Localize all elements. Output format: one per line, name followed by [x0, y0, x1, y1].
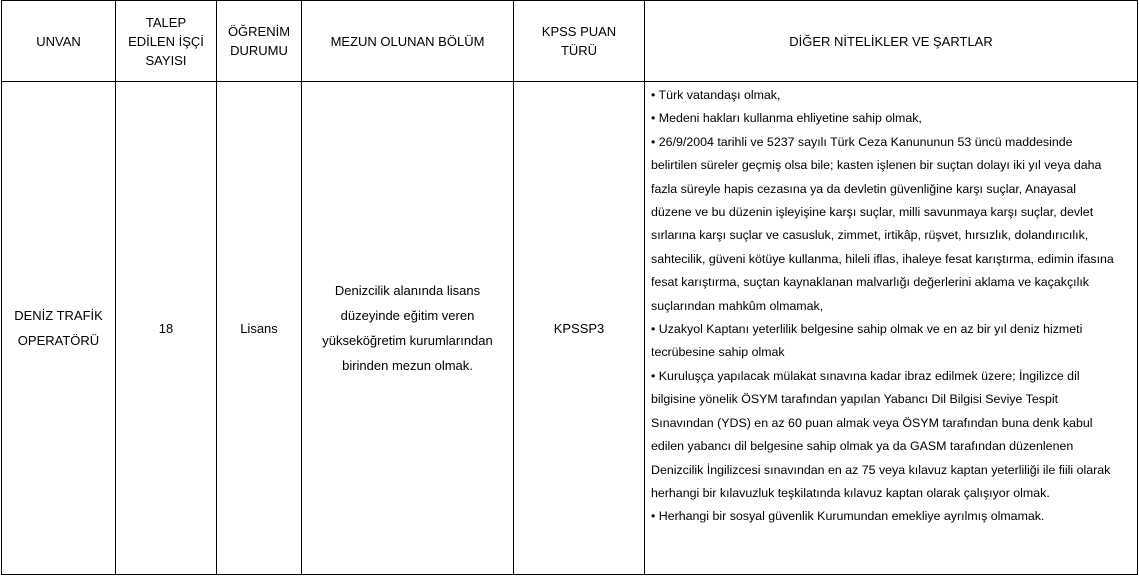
- requirement-line: fesat karıştırma, suçtan kaynaklanan malvarlığı değerlerini aklama ve kaçakçılık: [651, 275, 1089, 290]
- requirement-line: • 26/9/2004 tarihli ve 5237 sayılı Türk Ceza Kanununun 53 üncü maddesinde: [651, 134, 1073, 149]
- requirement-line: sahtecilik, güveni kötüye kullanma, hileli iflas, ihaleye fesat karıştırma, edimin ifasına: [651, 251, 1114, 266]
- requirement-line: • Türk vatandaşı olmak,: [651, 88, 781, 102]
- cell-education-status: Lisans: [217, 82, 302, 575]
- header-kpss-score-type: KPSS PUAN TÜRÜ: [514, 1, 645, 82]
- requirement-line: tecrübesine sahip olmak: [651, 345, 785, 360]
- header-worker-count: TALEP EDİLEN İŞÇİ SAYISI: [116, 1, 217, 82]
- requirement-line: sırlarına karşı suçlar ve casusluk, zimmet, irtikâp, rüşvet, hırsızlık, dolandırıcılık,: [651, 228, 1089, 243]
- requirement-line: Denizcilik İngilizcesi sınavından en az 75 veya kılavuz kaptan yeterliliği ile fiili olarak: [651, 462, 1111, 477]
- requirement-line: • Kuruluşça yapılacak mülakat sınavına kadar ibraz edilmek üzere; İngilizce dil: [651, 368, 1080, 383]
- cell-title: DENİZ TRAFİK OPERATÖRÜ: [2, 82, 116, 575]
- header-title: UNVAN: [2, 1, 116, 82]
- requirement-line: Sınavından (YDS) en az 60 puan almak veya ÖSYM tarafından buna denk kabul: [651, 415, 1093, 430]
- job-requirements-table: [1, 0, 1138, 575]
- requirement-line: suçlarından mahkûm olmamak,: [651, 298, 824, 313]
- requirement-line: herhangi bir kılavuzluk teşkilatında kılavuz kaptan olarak çalışıyor olmak.: [651, 485, 1050, 500]
- cell-other-requirements: [645, 82, 1138, 575]
- requirement-line: düzene ve bu düzenin işleyişine karşı suçlar, milli savunmaya karşı suçlar, devlet: [651, 205, 1094, 220]
- requirement-line: edilen yabancı dil belgesine sahip olmak ya da GASM tarafından düzenlenen: [651, 439, 1074, 454]
- header-department: MEZUN OLUNAN BÖLÜM: [302, 1, 514, 82]
- requirements-list: [651, 84, 1134, 529]
- requirement-line: • Herhangi bir sosyal güvenlik Kurumundan emekliye ayrılmış olmamak.: [651, 509, 1045, 524]
- requirement-line: • Medeni hakları kullanma ehliyetine sahip olmak,: [651, 111, 922, 126]
- requirement-line: fazla süreyle hapis cezasına ya da devletin güvenliğine karşı suçlar, Anayasal: [651, 181, 1076, 196]
- requirement-line: bilgisine yönelik ÖSYM tarafından yapılan Yabancı Dil Bilgisi Seviye Tespit: [651, 392, 1059, 407]
- requirement-line: • Uzakyol Kaptanı yeterlilik belgesine sahip olmak ve en az bir yıl deniz hizmeti: [651, 322, 1083, 337]
- cell-kpss-score-type: KPSSP3: [514, 82, 645, 575]
- table-header-row: [2, 1, 1138, 82]
- header-other-requirements: DİĞER NİTELİKLER VE ŞARTLAR: [645, 1, 1138, 82]
- header-education-status: ÖĞRENİM DURUMU: [217, 1, 302, 82]
- cell-worker-count: 18: [116, 82, 217, 575]
- table-row: [2, 82, 1138, 575]
- requirement-line: belirtilen süreler geçmiş olsa bile; kasten işlenen bir suçtan dolayı iki yıl veya daha: [651, 158, 1102, 173]
- cell-department: Denizcilik alanında lisans düzeyinde eğitim veren yükseköğretim kurumlarından birinden mezun olmak.: [302, 82, 514, 575]
